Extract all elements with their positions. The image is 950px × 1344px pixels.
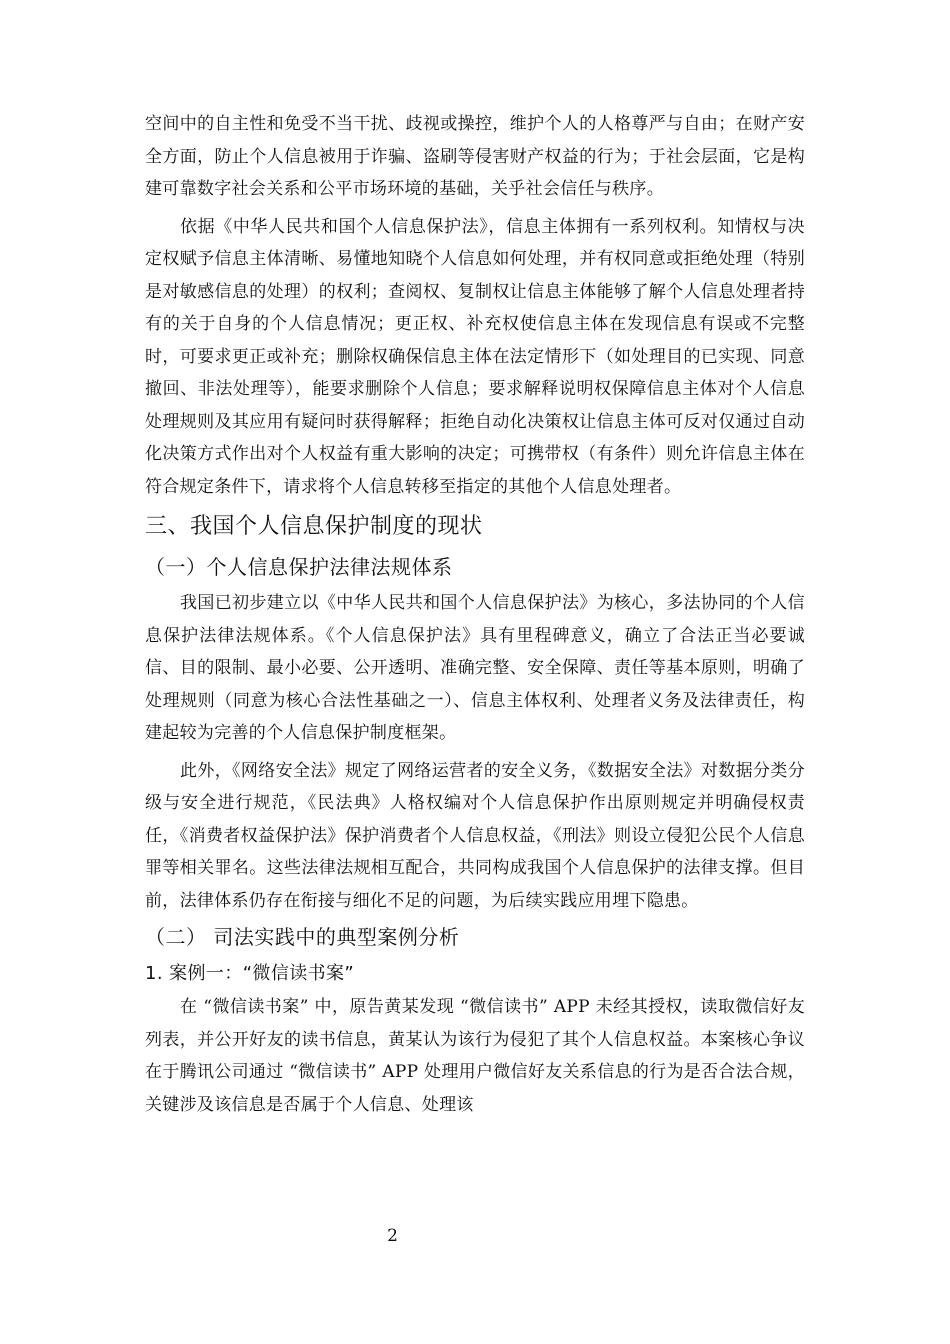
paragraph-case-1: 在 “微信读书案” 中，原告黄某发现 “微信读书” APP 未经其授权，读取微信好友列表，并公开好友的读书信息，黄某认为该行为侵犯了其个人信息权益。本案核心争议在于腾讯公司通过 “微信读书” APP 处理用户微信好友关系信息的行为是否合法合规，关键涉及该信息是否属于个人信息、处理该: [145, 997, 805, 1115]
paragraph-other-laws: 此外，《网络安全法》规定了网络运营者的安全义务，《数据安全法》对数据分类分级与安全进行规范，《民法典》人格权编对个人信息保护作出原则规定并明确侵权责任，《消费者权益保护法》保护消费者个人信息权益，《刑法》则设立侵犯公民个人信息罪等相关罪名。这些法律法规相互配合，共同构成我国个人信息保护的法律支撑。但目前，法律体系仍存在衔接与细化不足的问题，为后续实践应用埋下隐患。: [145, 760, 805, 911]
page-number: 2: [387, 1226, 398, 1246]
section-heading-3: 三、我国个人信息保护制度的现状: [145, 514, 483, 539]
paragraph-continuation: 空间中的自主性和免受不当干扰、歧视或操控，维护个人的人格尊严与自由；在财产安全方面，防止个人信息被用于诈骗、盗刷等侵害财产权益的行为；于社会层面，它是构建可靠数字社会关系和公平市场环境的基础，关乎社会信任与秩序。: [145, 114, 805, 199]
paragraph-legal-system: 我国已初步建立以《中华人民共和国个人信息保护法》为核心，多法协同的个人信息保护法律法规体系。《个人信息保护法》具有里程碑意义，确立了合法正当必要诚信、目的限制、最小必要、公开透明、准确完整、安全保障、责任等基本原则，明确了处理规则（同意为核心合法性基础之一）、信息主体权利、处理者义务及法律责任，构建起较为完善的个人信息保护制度框架。: [145, 593, 805, 743]
subsection-heading-3-1: （一）个人信息保护法律法规体系: [145, 555, 453, 579]
paragraph-subject-rights: 依据《中华人民共和国个人信息保护法》，信息主体拥有一系列权利。知情权与决定权赋予信息主体清晰、易懂地知晓个人信息如何处理，并有权同意或拒绝处理（特别是对敏感信息的处理）的权利；查阅权、复制权让信息主体能够了解个人信息处理者持有的关于自身的个人信息情况；更正权、补充权使信息主体在发现信息有误或不完整时，可要求更正或补充；删除权确保信息主体在法定情形下（如处理目的已实现、同意撤回、非法处理等），能要求删除个人信息；要求解释说明权保障信息主体对个人信息处理规则及其应用有疑问时获得解释；拒绝自动化决策权让信息主体可反对仅通过自动化决策方式作出对个人权益有重大影响的决定；可携带权（有条件）则允许信息主体在符合规定条件下，请求将个人信息转移至指定的其他个人信息处理者。: [145, 216, 805, 497]
subsection-heading-3-2: （二） 司法实践中的典型案例分析: [145, 925, 460, 949]
case-heading-1: 1. 案例一：“微信读书案”: [145, 963, 355, 984]
document-page: [145, 108, 805, 1121]
